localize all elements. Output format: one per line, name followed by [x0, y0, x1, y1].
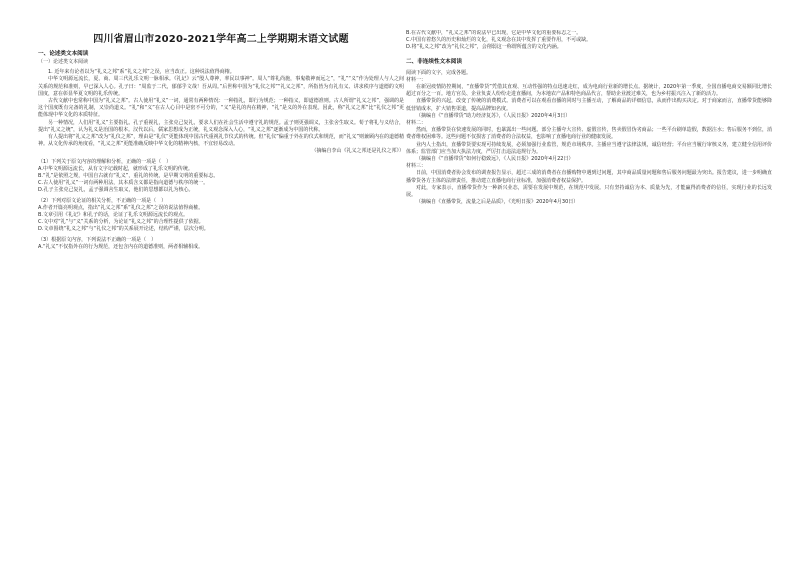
section-heading-1: 一、论述类文本阅读 [38, 51, 89, 57]
question-1: （1）下列关于原文内容的理解和分析，正确的一项是（ ） [38, 158, 172, 165]
material-2-label: 材料二： [406, 120, 427, 127]
paper-title: 四川省眉山市2020-2021学年高二上学期期末语文试题 [93, 34, 349, 45]
question-1-option: A.中华文明源远流长，从有文字记载时起，就形成了礼乐文明的传统。 [38, 165, 193, 172]
material-1-source: （摘编自《“直播带货”助力经济复苏》，《人民日报》2020年4月3日） [416, 112, 571, 119]
passage-paragraph: 中华文明源远流长，夏、商、周三代礼乐文明一脉相承。《礼记》云“殷人尊神，率民以事神”。周人“尊礼尚施，事鬼敬神而远之”，“礼”“义”作为处理人与人之间关系的规范和准则，早已深入人心。孔子曰：“周监于二代，郁郁乎文哉！吾从周。”后世称中国为“礼仪之邦”“礼义之邦”，所指皆为有礼有义、讲求秩序与道德的文明国度，意在彰显华夏文明的礼乐传统。 [38, 76, 404, 97]
material-2-paragraph: 然而，直播带货在快速发展的同时，也暴露出一些问题。部分主播夸大宣传、虚假宣传，售卖假冒伪劣商品；一些平台刷单造假，数据注水；售后服务不到位，消费者维权困难等。这些问题不仅损害了消费者的合法权益，也影响了直播电商行业的健康发展。 [406, 127, 772, 141]
material-1-paragraph: 直播带货的兴起，改变了传统的消费模式。消费者可以在观看直播的同时与主播互动，了解商品的详细信息，从而作出购买决定。对于商家而言，直播带货能够降低营销成本，扩大销售渠道，提高品牌知名度。 [406, 98, 772, 112]
material-3-source: （摘编自《直播带货，流量之后是品质》，《光明日报》2020年4月30日） [416, 199, 579, 206]
question-2-option: B.文章引用《礼记》和孔子的话，论证了礼乐文明源远流长的观点。 [38, 212, 189, 219]
material-2-source: （摘编自《“直播带货”如何行稳致远》，《人民日报》2020年4月22日） [416, 156, 574, 163]
question-2-option: C.文中对“礼”与“义”关系的分析，为论证“礼义之邦”的合理性提供了依据。 [38, 219, 204, 226]
left-column [38, 30, 404, 553]
reading-instruction: 阅读下面的文字，完成各题。 [406, 69, 472, 76]
two-column-layout [38, 30, 772, 553]
question-3: （3）根据原文内容，下列说法不正确的一项是（ ） [38, 236, 157, 243]
question-2: （2）下列对原文论证的相关分析，不正确的一项是（ ） [38, 197, 167, 204]
passage-source: （摘编自李山《礼义之邦还是礼仪之邦》） [311, 148, 404, 155]
section-subheading: （一）论述类文本阅读 [38, 59, 89, 65]
question-3-option: D.将“礼义之邦”改为“礼仪之邦”，会削弱这一称谓所蕴含的文化内涵。 [406, 44, 562, 51]
question-3-option: C.中国有着悠久的历史和灿烂的文化，礼义观念在其中发挥了重要作用，不可或缺。 [406, 37, 592, 44]
question-3-option: B.在古代文献中，“礼义之邦”的说法早已出现，它是中华文化的重要标志之一。 [406, 30, 582, 36]
material-3-label: 材料三： [406, 163, 427, 170]
right-column [406, 30, 772, 553]
question-2-option: A.作者开篇亮明观点，指出“礼义之邦”系“礼仪之邦”之误的说法值得商榷。 [38, 204, 204, 211]
material-2-paragraph: 业内人士指出，直播带货要实现可持续发展，必须加强行业监管，规范市场秩序。主播应当遵守法律法规，诚信经营；平台应当履行审核义务，建立健全信用评价体系；监管部门应当加大执法力度，严厉打击违法违规行为。 [406, 141, 772, 155]
material-1-label: 材料一： [406, 76, 427, 83]
question-1-option: C.古人使用“礼义”一词有两种用法，其本质含义都是指向道德与秩序的统一。 [38, 180, 209, 187]
material-3-paragraph: 日前，中国消费者协会发布的调查报告显示，超过三成的消费者在直播购物中遇到过问题，其中商品质量问题和售后服务问题最为突出。报告建议，进一步明确直播带货各方主体的法律责任，推动建立直播电商行业标准，加强消费者权益保护。 [406, 170, 772, 184]
question-1-option: D.孔子主张克己复礼，孟子强调舍生取义，他们的思想都以礼为核心。 [38, 187, 194, 194]
material-1-paragraph: 在新冠疫情防控期间，“直播带货”凭借其直观、互动性强的特点迅速走红，成为电商行业新的增长点。据统计，2020年第一季度，全国直播电商交易额同比增长超过百分之一百。地方官员、企业负责人纷纷走进直播间，为本地农产品和特色商品代言，帮助企业渡过难关，也为乡村振兴注入了新的活力。 [406, 84, 772, 98]
question-3-option: A.“礼义”不仅指外在的行为规范，还包含内在的道德准则，两者相辅相成。 [38, 243, 204, 250]
question-1-option: B.“礼”是依照之规，中国自古就有“礼义”，重礼的传统，是早期文明的重要标志。 [38, 173, 219, 180]
question-2-option: D.文章围绕“礼义之邦”与“礼仪之邦”的关系展开论述，结构严谨，层次分明。 [38, 226, 209, 233]
passage-paragraph: 有人提出将“礼义之邦”改为“礼仪之邦”，理由是“礼仪”更能体现中国古代重视礼节仪式的传统。但“礼仪”偏重于外在的仪式和规范，而“礼义”则兼顾内在的道德精神。从文化传承的角度看，“礼义之邦”更能准确反映中华文化的精神内核，不宜轻易改动。 [38, 134, 404, 148]
material-3-paragraph: 对此，专家表示，直播带货作为一种新兴业态，需要在发展中规范，在规范中发展。只有坚持诚信为本、质量为先，才能赢得消费者的信任，实现行业的长远发展。 [406, 184, 772, 199]
section-heading-2: 二、非连续性文本阅读 [406, 58, 462, 65]
passage-paragraph: 另一种情况，人们用“礼义”主要指礼。孔子重视礼，主张克己复礼，要求人们在社会生活中遵守礼的规范。孟子则更强调义，主张舍生取义。荀子将礼与义结合，提出“礼义之统”，认为礼义是治国的根本。汉代以后，儒家思想成为正统，礼义观念深入人心，“礼义之邦”逐渐成为中国的代称。 [38, 119, 404, 133]
passage-paragraph: 古代文献中也常称中国为“礼义之邦”。古人使用“礼义”一词，通常有两种情况：一种指礼，即行为规范；一种指义，即道德准则。古人所谓“礼义之邦”，强调的是这个国度既有完备的礼制，又崇尚道义。“礼”和“义”在古人心目中是密不可分的，“义”是礼的内在精神，“礼”是义的外在表现。因此，称“礼义之邦”比“礼仪之邦”更能体现中华文化的本质特征。 [38, 98, 404, 119]
passage-paragraph: 1. 近年来有论者以为“礼义之邦”系“礼义之邦”之误，应当改正。这种说法值得商榷。 [48, 69, 235, 76]
